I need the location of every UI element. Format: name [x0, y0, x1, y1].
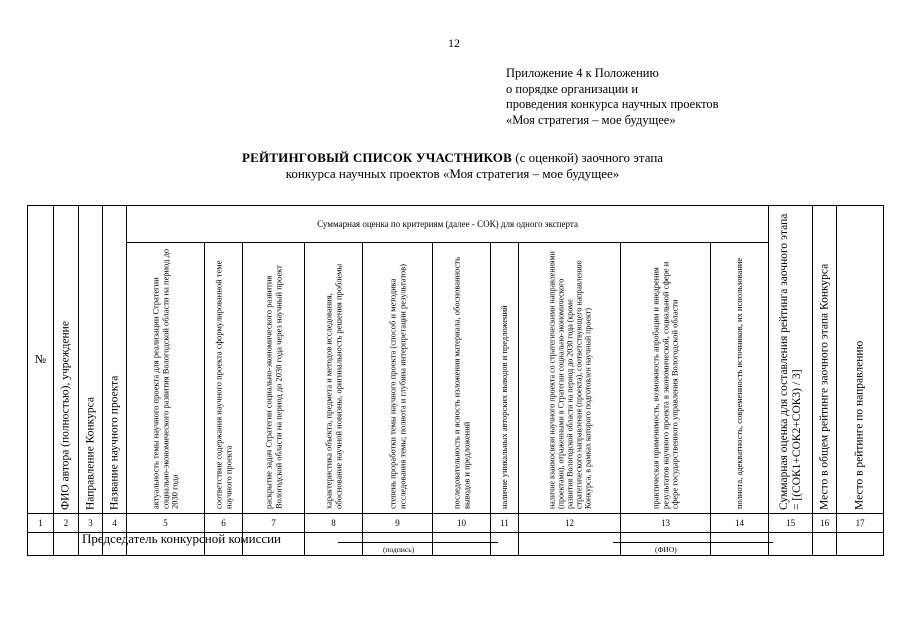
empty-cell [769, 533, 813, 556]
empty-cell [54, 533, 79, 556]
header-text: наличие уникальных авторских выводов и предложений [498, 305, 509, 509]
column-number: 13 [621, 514, 711, 533]
header-cell-overall-place [813, 206, 837, 514]
column-number: 10 [433, 514, 491, 533]
header-text: Место в общем рейтинге заочного этапа Конкурса [818, 263, 831, 510]
header-cell-criterion-7 [243, 243, 305, 514]
header-text: соответствие содержания научного проекта сформулированной теме научного проекта [212, 260, 233, 509]
empty-cell [519, 533, 621, 556]
empty-cell [433, 533, 491, 556]
header-text: Место в рейтинге по направлению [853, 340, 866, 510]
title-rest: (с оценкой) заочного этапа [512, 150, 664, 165]
signature-label: (подпись) [383, 545, 415, 554]
header-cell-criterion-5 [127, 243, 205, 514]
header-cell-direction [79, 206, 103, 514]
empty-cell [837, 533, 884, 556]
header-cell-criterion-8 [305, 243, 363, 514]
header-text: Название научного проекта [108, 375, 120, 510]
empty-cell [305, 533, 363, 556]
empty-cell [491, 533, 519, 556]
column-number: 15 [769, 514, 813, 533]
page-number: 12 [448, 36, 460, 50]
column-number: 16 [813, 514, 837, 533]
header-cell-project-name [103, 206, 127, 514]
column-number: 4 [103, 514, 127, 533]
header-text: характеристика объекта, предмета и методов исследования, обоснование научной новизны, оригинальность решения проблемы [322, 263, 343, 509]
header-text: ФИО автора (полностью), учреждение [59, 320, 72, 510]
column-number-row [28, 514, 884, 533]
empty-cell [711, 533, 769, 556]
header-text: полнота, адекватность, современность источников, их использование [733, 257, 744, 509]
appendix-line: о порядке организации и [506, 81, 639, 96]
empty-cell [28, 533, 54, 556]
column-number: 7 [243, 514, 305, 533]
header-text: актуальность темы научного проекта для реализации Стратегии социально-экономического развития Вологодской области на период до 2030 года [150, 248, 180, 509]
header-text: последовательность и ясность изложения материала, обоснованность выводов и предложений [450, 256, 471, 509]
document-title [0, 150, 905, 182]
header-text: № [34, 352, 47, 367]
column-number: 12 [519, 514, 621, 533]
header-cell-criterion-12 [519, 243, 621, 514]
fio-label: (ФИО) [655, 545, 677, 554]
column-number: 3 [79, 514, 103, 533]
header-text: раскрытие задач Стратегии социально-экономического развития Вологодской области на период до 2030 года через научный проект [262, 265, 283, 509]
header-cell-direction-place [837, 206, 884, 514]
column-number: 2 [54, 514, 79, 533]
column-number: 1 [28, 514, 54, 533]
header-cell-total-score [769, 206, 813, 514]
header-text: Направление Конкурса [84, 396, 96, 510]
header-cell-criterion-6 [205, 243, 243, 514]
empty-cell [813, 533, 837, 556]
header-cell-author [54, 206, 79, 514]
title-bold: РЕЙТИНГОВЫЙ СПИСОК УЧАСТНИКОВ [241, 150, 512, 165]
column-number: 11 [491, 514, 519, 533]
fio-line [613, 542, 773, 543]
column-number: 5 [127, 514, 205, 533]
signature-line [338, 542, 498, 543]
column-number: 14 [711, 514, 769, 533]
header-text: практическая применимость, возможность апробации и внедрения результатов научного проекта в экономической, социальной сфере и сфере государственного управления Вологодской области [650, 261, 680, 509]
header-cell-criterion-11 [491, 243, 519, 514]
title-line2: конкурса научных проектов «Моя стратегия – мое будущее» [285, 166, 620, 181]
appendix-line: Приложение 4 к Положению [506, 66, 659, 80]
header-cell-number [28, 206, 54, 514]
column-number: 6 [205, 514, 243, 533]
header-group-criteria: Суммарная оценка по критериям (далее - СОК) для одного эксперта [127, 206, 769, 243]
header-cell-criterion-13 [621, 243, 711, 514]
column-number: 17 [837, 514, 884, 533]
appendix-note [506, 66, 719, 128]
header-text: Суммарная оценка для составления рейтинга заочного этапа = [(СОК1+СОК2+СОК3) / 3] [777, 213, 803, 510]
header-cell-criterion-14 [711, 243, 769, 514]
rating-table [27, 205, 884, 556]
header-text: степень проработки темы научного проекта (способ и методика исследования темы; полнота и глубина интерпретации результатов) [386, 263, 407, 509]
chair-label: Председатель конкурсной комиссии [82, 531, 282, 546]
column-number: 9 [363, 514, 433, 533]
header-text: наличие взаимосвязи научного проекта со стратегическими направлениями (проектами), отраженными в Стратегии социально-экономического развития Вологодской области на период до 2030 года (кроме стратегического направления (проекта), соответствующего направлению Конкурса, в рамках которого подготовлен научный проект) [547, 251, 592, 509]
header-cell-criterion-10 [433, 243, 491, 514]
column-number: 8 [305, 514, 363, 533]
header-cell-criterion-9 [363, 243, 433, 514]
appendix-line: «Моя стратегия – мое будущее» [506, 112, 676, 127]
appendix-line: проведения конкурса научных проектов [506, 97, 719, 111]
